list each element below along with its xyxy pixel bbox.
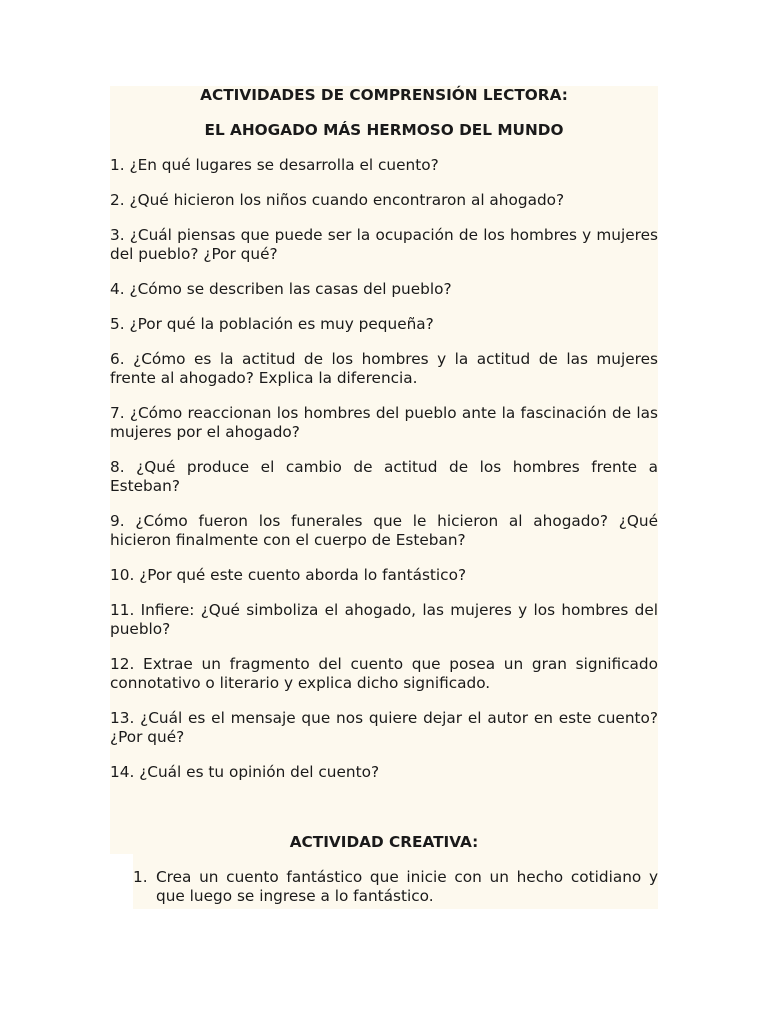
question-5: 5. ¿Por qué la población es muy pequeña? [110, 315, 434, 333]
document-body [110, 86, 658, 906]
question-10: 10. ¿Por qué este cuento aborda lo fantástico? [110, 566, 467, 584]
question-13: 13. ¿Cuál es el mensaje que nos quiere dejar el autor en este cuento? ¿Por qué? [110, 709, 658, 746]
question-14: 14. ¿Cuál es tu opinión del cuento? [110, 763, 380, 781]
question-2: 2. ¿Qué hicieron los niños cuando encontraron al ahogado? [110, 191, 565, 209]
question-7: 7. ¿Cómo reaccionan los hombres del pueblo ante la fascinación de las mujeres por el ahogado? [110, 404, 658, 441]
question-11: 11. Infiere: ¿Qué simboliza el ahogado, las mujeres y los hombres del pueblo? [110, 601, 658, 638]
question-8: 8. ¿Qué produce el cambio de actitud de los hombres frente a Esteban? [110, 458, 658, 495]
document-subheading: EL AHOGADO MÁS HERMOSO DEL MUNDO [204, 121, 564, 139]
creative-activity-title: ACTIVIDAD CREATIVA: [289, 833, 479, 851]
question-3: 3. ¿Cuál piensas que puede ser la ocupación de los hombres y mujeres del pueblo? ¿Por qué? [110, 226, 658, 263]
creative-item-text: Crea un cuento fantástico que inicie con un hecho cotidiano y que luego se ingrese a lo fantástico. [156, 868, 658, 905]
creative-list-item [133, 868, 658, 906]
question-9: 9. ¿Cómo fueron los funerales que le hicieron al ahogado? ¿Qué hicieron finalmente con el cuerpo de Esteban? [110, 512, 658, 549]
document-heading: ACTIVIDADES DE COMPRENSIÓN LECTORA: [200, 86, 568, 104]
question-1: 1. ¿En qué lugares se desarrolla el cuento? [110, 156, 439, 174]
question-6: 6. ¿Cómo es la actitud de los hombres y la actitud de las mujeres frente al ahogado? Explica la diferencia. [110, 350, 658, 387]
creative-item-number: 1. [133, 868, 148, 886]
question-4: 4. ¿Cómo se describen las casas del pueblo? [110, 280, 452, 298]
question-12: 12. Extrae un fragmento del cuento que posea un gran significado connotativo o literario y explica dicho significado. [110, 655, 658, 692]
